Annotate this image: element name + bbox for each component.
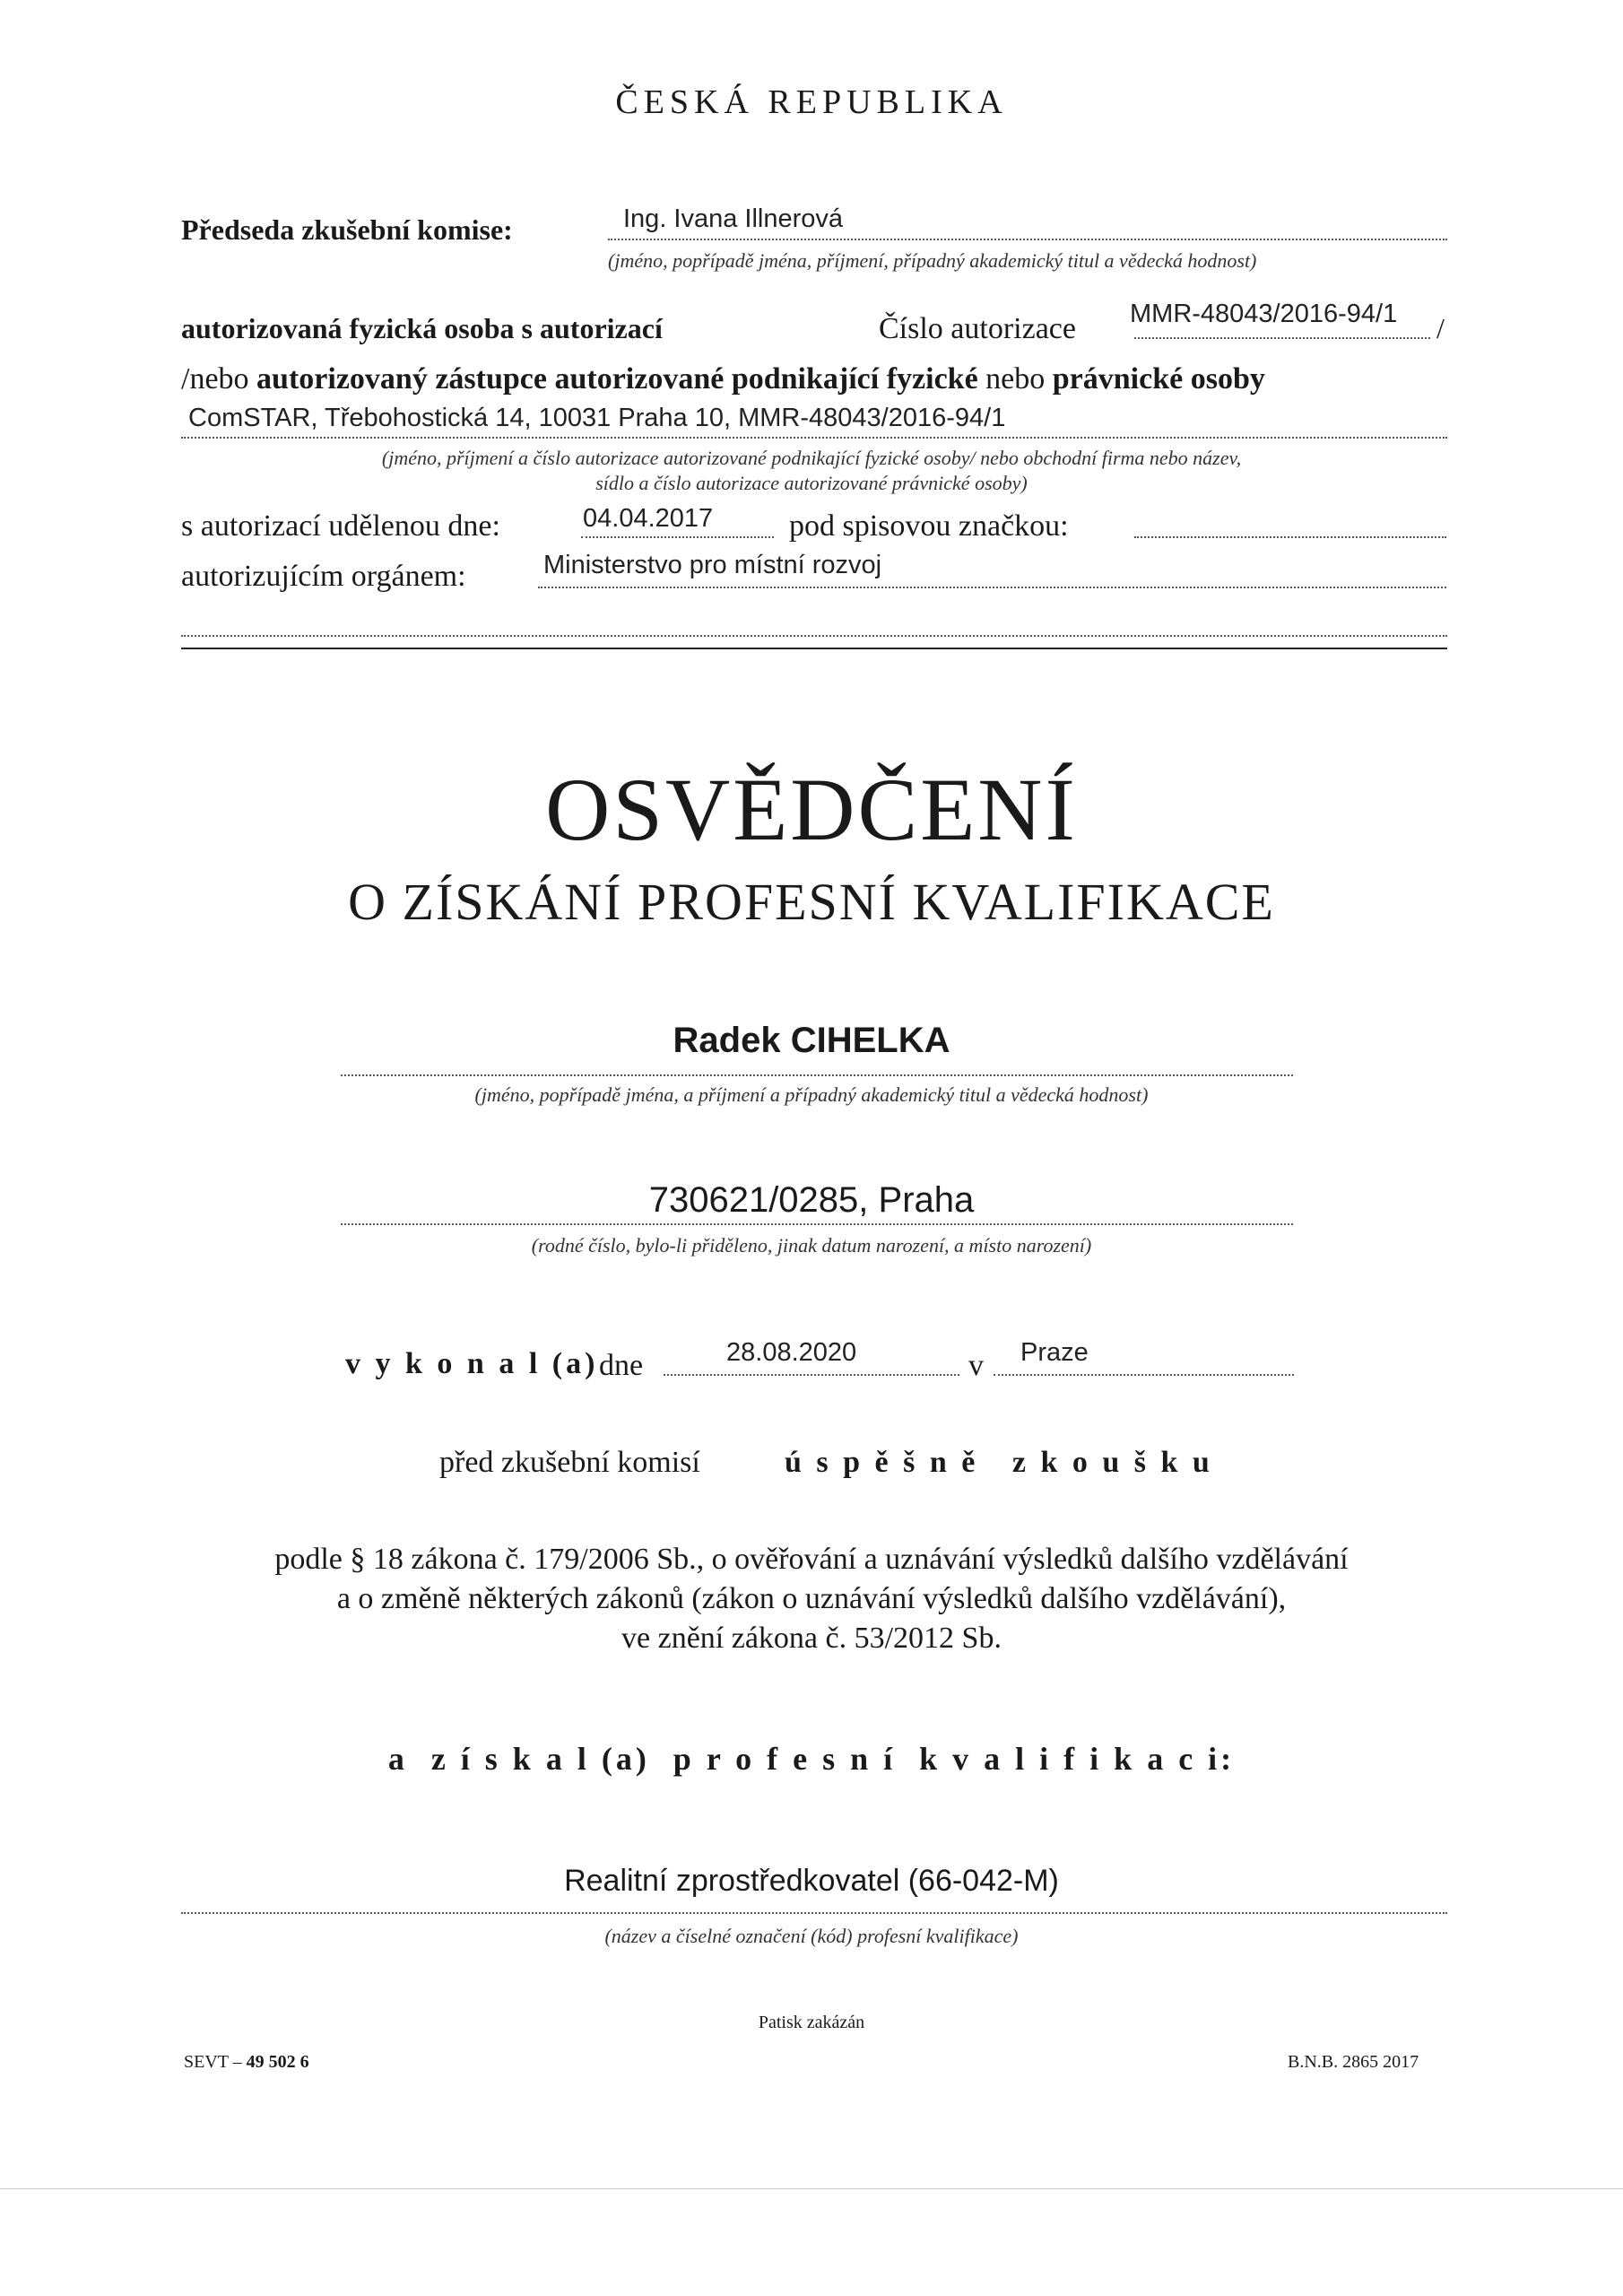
law-line-2: a o změně některých zákonů (zákon o uznávání výsledků dalšího vzdělávání),	[336, 1582, 1287, 1615]
law-line-1: podle § 18 zákona č. 179/2006 Sb., o ověřování a uznávání výsledků dalšího vzdělávání	[274, 1543, 1349, 1576]
exam-date-prefix: dne	[599, 1349, 644, 1382]
granted-dotted-line	[581, 536, 774, 538]
qualification-dotted-line	[181, 1912, 1447, 1914]
file-number-label: pod spisovou značkou:	[789, 509, 1069, 543]
holder-name: Radek CIHELKA	[673, 1021, 950, 1060]
certificate-subtitle: O ZÍSKÁNÍ PROFESNÍ KVALIFIKACE	[348, 873, 1275, 931]
authorization-number-label: Číslo autorizace	[879, 312, 1076, 345]
holder-name-caption: (jméno, popřípadě jména, a příjmení a případný akademický titul a vědecká hodnost)	[474, 1083, 1149, 1106]
authorized-person-label: autorizovaná fyzická osoba s autorizací	[181, 312, 663, 344]
authorized-entity-dotted-line	[181, 437, 1447, 439]
file-number-dotted-line	[1134, 536, 1446, 538]
before-commission-label: před zkušební komisí	[439, 1446, 700, 1479]
alt-end: právnické osoby	[1052, 362, 1265, 396]
exam-date-dotted-line	[664, 1374, 959, 1376]
qualification-caption: (název a číselné označení (kód) profesní kvalifikace)	[604, 1925, 1019, 1947]
scan-edge-line	[0, 2188, 1623, 2189]
authority-dotted-line	[538, 587, 1446, 588]
granted-value: 04.04.2017	[583, 504, 714, 533]
performed-label: v y k o n a l (a)	[345, 1347, 599, 1380]
exam-date-value: 28.08.2020	[726, 1338, 857, 1367]
alt-bold: autorizovaný zástupce autorizované podnikající fyzické	[256, 362, 978, 396]
authorization-slash: /	[1436, 312, 1445, 344]
authority-value: Ministerstvo pro místní rozvoj	[543, 551, 882, 579]
chair-caption: (jméno, popřípadě jména, příjmení, případný akademický titul a vědecká hodnost)	[608, 249, 1257, 272]
authorization-number-dotted-line	[1134, 337, 1430, 339]
exam-place-prefix: v	[968, 1349, 984, 1382]
form-code-number: 49 502 6	[246, 2052, 309, 2072]
chair-label: Předseda zkušební komise:	[181, 213, 513, 246]
granted-label: s autorizací udělenou dne:	[181, 509, 500, 543]
exam-place-dotted-line	[994, 1374, 1294, 1376]
form-code-prefix: SEVT –	[184, 2052, 242, 2072]
exam-place-value: Praze	[1020, 1338, 1089, 1367]
holder-birth: 730621/0285, Praha	[648, 1180, 975, 1220]
authorization-number-value: MMR-48043/2016-94/1	[1130, 300, 1398, 328]
law-line-3: ve znění zákona č. 53/2012 Sb.	[621, 1622, 1002, 1655]
alt-mid: nebo	[985, 362, 1046, 396]
reprint-notice: Patisk zakázán	[758, 2013, 865, 2032]
chair-dotted-line	[608, 239, 1447, 240]
holder-birth-dotted-line	[341, 1223, 1293, 1225]
country-heading: ČESKÁ REPUBLIKA	[615, 83, 1008, 121]
authorized-entity-value: ComSTAR, Třebohostická 14, 10031 Praha 10, MMR-48043/2016-94/1	[188, 404, 1006, 432]
chair-value: Ing. Ivana Illnerová	[623, 204, 844, 233]
extra-dotted-line	[181, 635, 1447, 637]
holder-name-dotted-line	[341, 1074, 1293, 1076]
authorization-alt-line	[181, 362, 1265, 396]
authority-label: autorizujícím orgánem:	[181, 560, 466, 593]
printer-code: B.N.B. 2865 2017	[1288, 2052, 1419, 2072]
authorized-entity-caption-2: sídlo a číslo autorizace autorizované právnické osoby)	[595, 472, 1028, 494]
qualification-value: Realitní zprostředkovatel (66-042-M)	[564, 1864, 1059, 1898]
form-code	[184, 2052, 309, 2073]
holder-birth-caption: (rodné číslo, bylo-li přiděleno, jinak datum narození, a místo narození)	[531, 1234, 1092, 1257]
exam-result: ú s p ě š n ě z k o u š k u	[785, 1446, 1213, 1479]
alt-prefix: /nebo	[181, 362, 249, 396]
qualification-heading: a z í s k a l (a) p r o f e s n í k v a l i f i k a c i:	[387, 1741, 1236, 1777]
certificate-title: OSVĚDČENÍ	[545, 760, 1078, 859]
authorized-entity-caption-1: (jméno, příjmení a číslo autorizace autorizované podnikající fyzické osoby/ nebo obchodní firma nebo název,	[381, 447, 1242, 469]
header-divider	[181, 648, 1447, 649]
